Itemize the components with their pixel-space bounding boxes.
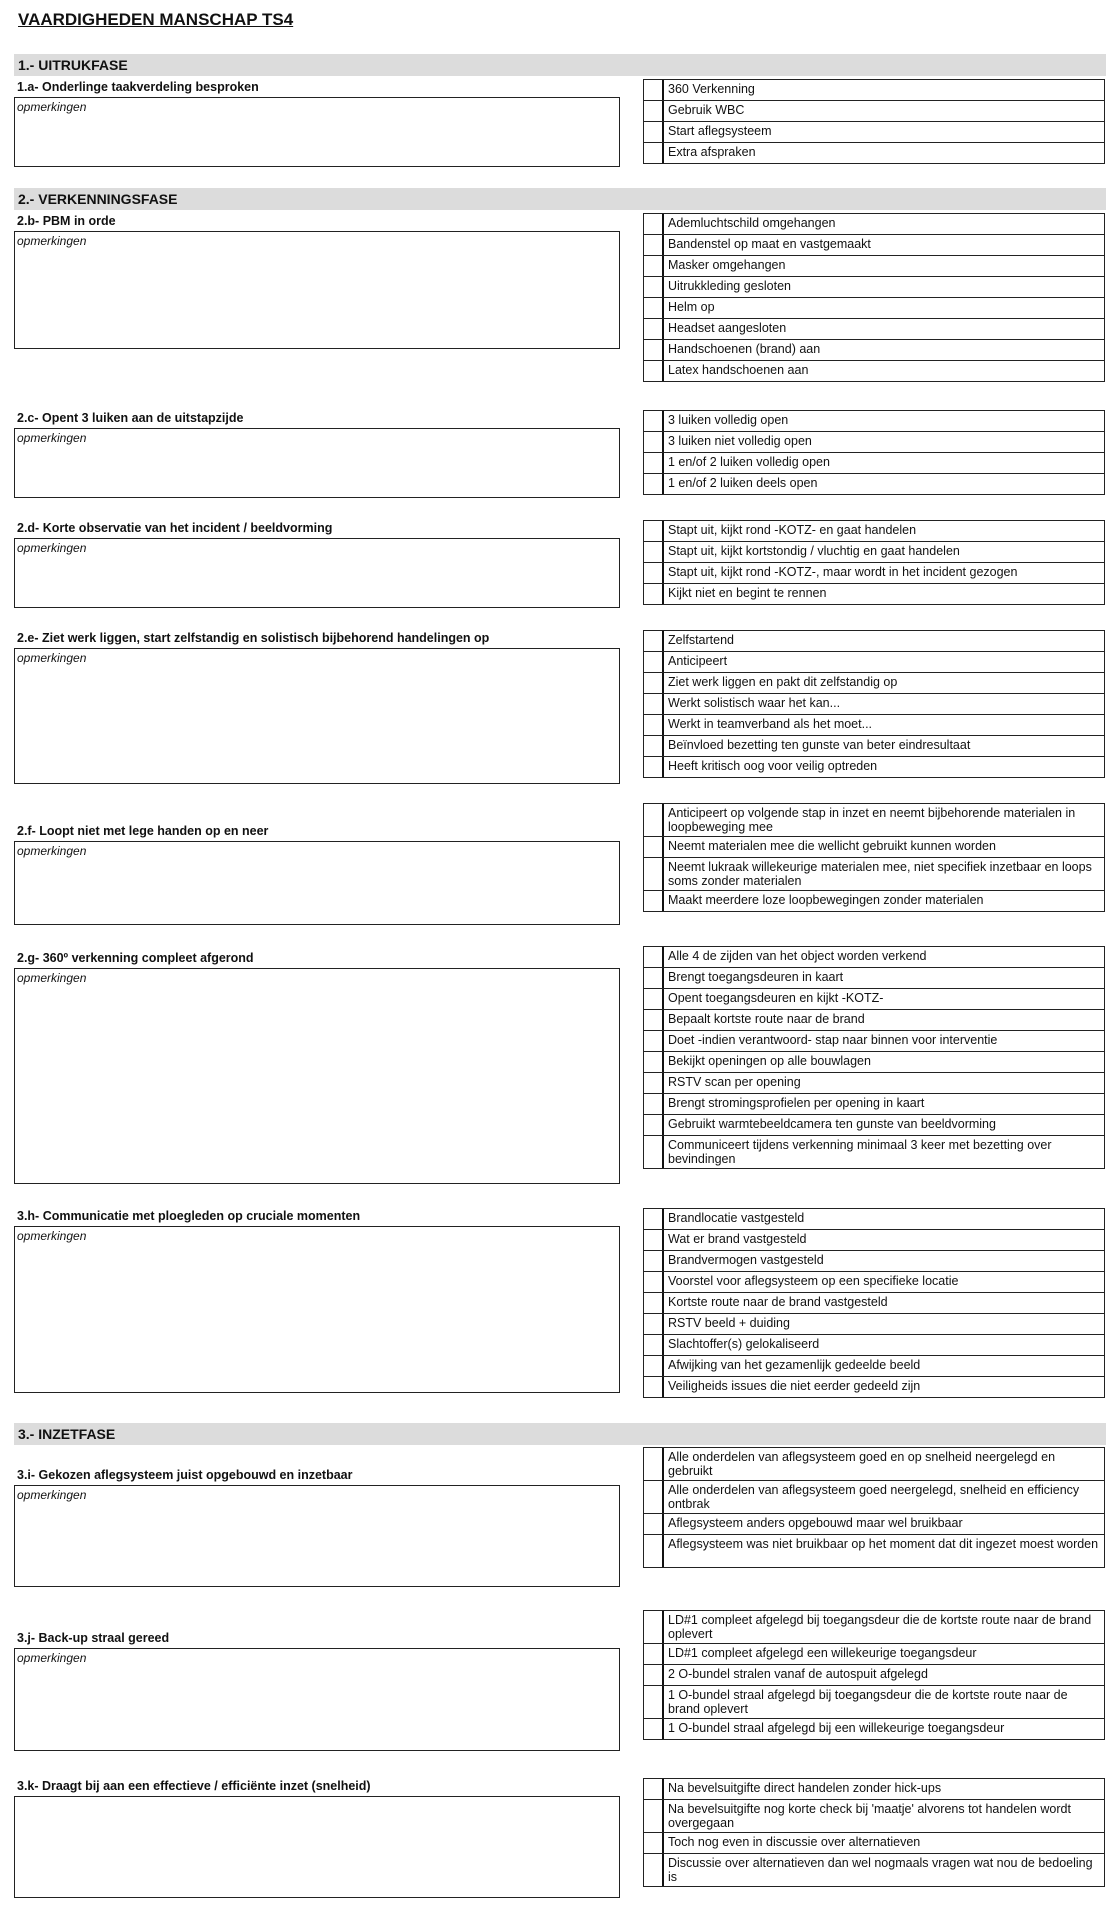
option-label: Slachtoffer(s) gelokaliseerd bbox=[668, 1337, 820, 1351]
option-checkbox[interactable] bbox=[644, 1115, 664, 1135]
remarks-box-2e[interactable] bbox=[14, 648, 620, 784]
option-checkbox[interactable] bbox=[644, 256, 664, 276]
option-row bbox=[643, 735, 1105, 757]
option-row bbox=[643, 79, 1105, 101]
option-label: Kortste route naar de brand vastgesteld bbox=[668, 1295, 888, 1309]
option-label: Brengt toegangsdeuren in kaart bbox=[668, 970, 844, 984]
option-checkbox[interactable] bbox=[644, 1719, 664, 1739]
option-label: Gebruik WBC bbox=[668, 103, 745, 117]
option-label: 2 O-bundel stralen vanaf de autospuit afgelegd bbox=[668, 1667, 928, 1681]
option-checkbox[interactable] bbox=[644, 319, 664, 339]
option-checkbox[interactable] bbox=[644, 1073, 664, 1093]
section-inzetfase: 3.- INZETFASE bbox=[14, 1423, 1106, 1445]
options-list-3k bbox=[643, 1778, 1105, 1887]
option-label: Brandvermogen vastgesteld bbox=[668, 1253, 824, 1267]
option-label: Werkt solistisch waar het kan... bbox=[668, 696, 841, 710]
option-label: 3 luiken niet volledig open bbox=[668, 434, 812, 448]
option-checkbox[interactable] bbox=[644, 1644, 664, 1664]
option-checkbox[interactable] bbox=[644, 757, 664, 777]
section-uitrukfase: 1.- UITRUKFASE bbox=[14, 54, 1106, 76]
option-checkbox[interactable] bbox=[644, 80, 664, 100]
option-checkbox[interactable] bbox=[644, 474, 664, 494]
option-checkbox[interactable] bbox=[644, 563, 664, 583]
option-checkbox[interactable] bbox=[644, 122, 664, 142]
option-row bbox=[643, 255, 1105, 277]
option-checkbox[interactable] bbox=[644, 715, 664, 735]
option-row bbox=[643, 630, 1105, 652]
option-row bbox=[643, 213, 1105, 235]
remarks-label: opmerkingen bbox=[17, 234, 87, 248]
option-checkbox[interactable] bbox=[644, 1031, 664, 1051]
option-checkbox[interactable] bbox=[644, 411, 664, 431]
option-checkbox[interactable] bbox=[644, 736, 664, 756]
option-checkbox[interactable] bbox=[644, 1230, 664, 1250]
option-checkbox[interactable] bbox=[644, 1251, 664, 1271]
question-title-2e: 2.e- Ziet werk liggen, start zelfstandig en solistisch bijbehorend handelingen op bbox=[17, 631, 490, 645]
option-checkbox[interactable] bbox=[644, 340, 664, 360]
option-label: Anticipeert op volgende stap in inzet en neemt bijbehorende materialen in loopbeweging mee bbox=[668, 806, 1076, 834]
option-label: Ademluchtschild omgehangen bbox=[668, 216, 836, 230]
option-row bbox=[643, 234, 1105, 256]
option-row bbox=[643, 1832, 1105, 1854]
option-checkbox[interactable] bbox=[644, 453, 664, 473]
option-checkbox[interactable] bbox=[644, 1136, 664, 1168]
option-label: Alle 4 de zijden van het object worden verkend bbox=[668, 949, 927, 963]
remarks-label: opmerkingen bbox=[17, 844, 87, 858]
option-row bbox=[643, 714, 1105, 736]
option-row bbox=[643, 1135, 1105, 1169]
options-list-2b bbox=[643, 213, 1105, 382]
option-checkbox[interactable] bbox=[644, 1833, 664, 1853]
option-label: Uitrukkleding gesloten bbox=[668, 279, 791, 293]
option-row bbox=[643, 672, 1105, 694]
option-checkbox[interactable] bbox=[644, 1779, 664, 1799]
option-checkbox[interactable] bbox=[644, 277, 664, 297]
option-row bbox=[643, 1718, 1105, 1740]
option-label: Brengt stromingsprofielen per opening in kaart bbox=[668, 1096, 925, 1110]
option-row bbox=[643, 1292, 1105, 1314]
option-checkbox[interactable] bbox=[644, 837, 664, 857]
option-row bbox=[643, 410, 1105, 432]
option-row bbox=[643, 431, 1105, 453]
option-label: Afwijking van het gezamenlijk gedeelde beeld bbox=[668, 1358, 921, 1372]
option-label: Communiceert tijdens verkenning minimaal 3 keer met bezetting over bevindingen bbox=[668, 1138, 1052, 1166]
remarks-box-2f[interactable] bbox=[14, 841, 620, 925]
option-label: Helm op bbox=[668, 300, 715, 314]
option-row bbox=[643, 1051, 1105, 1073]
question-title-3i: 3.i- Gekozen aflegsysteem juist opgebouwd en inzetbaar bbox=[17, 1468, 353, 1482]
question-title-3j: 3.j- Back-up straal gereed bbox=[17, 1631, 170, 1645]
option-checkbox[interactable] bbox=[644, 298, 664, 318]
option-label: Doet -indien verantwoord- stap naar binnen voor interventie bbox=[668, 1033, 998, 1047]
options-list-3i bbox=[643, 1447, 1105, 1568]
remarks-label: opmerkingen bbox=[17, 100, 87, 114]
option-checkbox[interactable] bbox=[644, 1377, 664, 1397]
option-label: Aflegsysteem anders opgebouwd maar wel bruikbaar bbox=[668, 1516, 963, 1530]
option-label: Stapt uit, kijkt kortstondig / vluchtig en gaat handelen bbox=[668, 544, 960, 558]
remarks-label: opmerkingen bbox=[17, 651, 87, 665]
remarks-label: opmerkingen bbox=[17, 1229, 87, 1243]
option-label: Ziet werk liggen en pakt dit zelfstandig op bbox=[668, 675, 898, 689]
option-row bbox=[643, 452, 1105, 474]
option-checkbox[interactable] bbox=[644, 521, 664, 541]
options-list-3h bbox=[643, 1208, 1105, 1398]
option-checkbox[interactable] bbox=[644, 101, 664, 121]
option-row bbox=[643, 1334, 1105, 1356]
option-checkbox[interactable] bbox=[644, 804, 664, 836]
option-checkbox[interactable] bbox=[644, 235, 664, 255]
option-label: 1 en/of 2 luiken deels open bbox=[668, 476, 818, 490]
option-row bbox=[643, 651, 1105, 673]
option-label: Brandlocatie vastgesteld bbox=[668, 1211, 805, 1225]
remarks-label: opmerkingen bbox=[17, 541, 87, 555]
option-checkbox[interactable] bbox=[644, 1335, 664, 1355]
question-title-2g: 2.g- 360º verkenning compleet afgerond bbox=[17, 951, 254, 965]
option-checkbox[interactable] bbox=[644, 1686, 664, 1718]
option-row bbox=[643, 857, 1105, 891]
remarks-box-1a[interactable] bbox=[14, 97, 620, 167]
question-title-3h: 3.h- Communicatie met ploegleden op cruciale momenten bbox=[17, 1209, 361, 1223]
option-row bbox=[643, 1685, 1105, 1719]
remarks-box-2g[interactable] bbox=[14, 968, 620, 1184]
option-label: Neemt lukraak willekeurige materialen mee, niet specifiek inzetbaar en loops soms zonder materialen bbox=[668, 860, 1092, 888]
option-checkbox[interactable] bbox=[644, 1010, 664, 1030]
option-checkbox[interactable] bbox=[644, 1448, 664, 1480]
option-label: RSTV scan per opening bbox=[668, 1075, 801, 1089]
remarks-label: opmerkingen bbox=[17, 971, 87, 985]
question-title-2c: 2.c- Opent 3 luiken aan de uitstapzijde bbox=[17, 411, 244, 425]
option-checkbox[interactable] bbox=[644, 968, 664, 988]
option-label: LD#1 compleet afgelegd een willekeurige toegangsdeur bbox=[668, 1646, 977, 1660]
option-label: Bekijkt openingen op alle bouwlagen bbox=[668, 1054, 871, 1068]
option-row bbox=[643, 1355, 1105, 1377]
option-label: Aflegsysteem was niet bruikbaar op het moment dat dit ingezet moest worden bbox=[668, 1537, 1099, 1551]
option-row bbox=[643, 1853, 1105, 1887]
option-row bbox=[643, 100, 1105, 122]
option-row bbox=[643, 1250, 1105, 1272]
option-checkbox[interactable] bbox=[644, 1665, 664, 1685]
option-row bbox=[643, 541, 1105, 563]
option-label: 1 en/of 2 luiken volledig open bbox=[668, 455, 830, 469]
option-label: Heeft kritisch oog voor veilig optreden bbox=[668, 759, 878, 773]
option-row bbox=[643, 836, 1105, 858]
option-label: 1 O-bundel straal afgelegd bij toegangsdeur die de kortste route naar de brand oplevert bbox=[668, 1688, 1068, 1716]
option-row bbox=[643, 360, 1105, 382]
page-title: VAARDIGHEDEN MANSCHAP TS4 bbox=[18, 10, 294, 29]
option-row bbox=[643, 693, 1105, 715]
option-label: Zelfstartend bbox=[668, 633, 735, 647]
option-row bbox=[643, 583, 1105, 605]
option-label: Opent toegangsdeuren en kijkt -KOTZ- bbox=[668, 991, 884, 1005]
option-checkbox[interactable] bbox=[644, 1854, 664, 1886]
question-title-2d: 2.d- Korte observatie van het incident / beeldvorming bbox=[17, 521, 333, 535]
option-checkbox[interactable] bbox=[644, 694, 664, 714]
option-checkbox[interactable] bbox=[644, 1272, 664, 1292]
option-row bbox=[643, 1030, 1105, 1052]
option-checkbox[interactable] bbox=[644, 432, 664, 452]
option-checkbox[interactable] bbox=[644, 542, 664, 562]
option-checkbox[interactable] bbox=[644, 214, 664, 234]
option-label: Discussie over alternatieven dan wel nogmaals vragen wat nou de bedoeling is bbox=[668, 1856, 1093, 1884]
option-label: LD#1 compleet afgelegd bij toegangsdeur die de kortste route naar de brand oplevert bbox=[668, 1613, 1092, 1641]
option-row bbox=[643, 890, 1105, 912]
options-list-2g bbox=[643, 946, 1105, 1169]
option-row bbox=[643, 946, 1105, 968]
option-row bbox=[643, 1664, 1105, 1686]
option-checkbox[interactable] bbox=[644, 143, 664, 163]
option-row bbox=[643, 1513, 1105, 1535]
options-list-2d bbox=[643, 520, 1105, 605]
option-label: Neemt materialen mee die wellicht gebruikt kunnen worden bbox=[668, 839, 996, 853]
option-label: Start aflegsysteem bbox=[668, 124, 772, 138]
option-row bbox=[643, 1447, 1105, 1481]
option-row bbox=[643, 1610, 1105, 1644]
option-row bbox=[643, 1534, 1105, 1568]
question-title-2b: 2.b- PBM in orde bbox=[17, 214, 116, 228]
option-label: Kijkt niet en begint te rennen bbox=[668, 586, 827, 600]
option-row bbox=[643, 756, 1105, 778]
option-checkbox[interactable] bbox=[644, 631, 664, 651]
options-list-2c bbox=[643, 410, 1105, 495]
option-label: Alle onderdelen van aflegsysteem goed en op snelheid neergelegd en gebruikt bbox=[668, 1450, 1056, 1478]
option-row bbox=[643, 520, 1105, 542]
remarks-box-3j[interactable] bbox=[14, 1648, 620, 1751]
option-label: Headset aangesloten bbox=[668, 321, 787, 335]
option-row bbox=[643, 1114, 1105, 1136]
option-checkbox[interactable] bbox=[644, 858, 664, 890]
option-label: Maakt meerdere loze loopbewegingen zonder materialen bbox=[668, 893, 984, 907]
option-checkbox[interactable] bbox=[644, 1800, 664, 1832]
option-row bbox=[643, 473, 1105, 495]
question-title-3k: 3.k- Draagt bij aan een effectieve / efficiënte inzet (snelheid) bbox=[17, 1779, 371, 1793]
remarks-box-3k[interactable] bbox=[14, 1796, 620, 1898]
option-checkbox[interactable] bbox=[644, 947, 664, 967]
option-checkbox[interactable] bbox=[644, 989, 664, 1009]
option-row bbox=[643, 988, 1105, 1010]
option-row bbox=[643, 1093, 1105, 1115]
option-checkbox[interactable] bbox=[644, 1293, 664, 1313]
option-row bbox=[643, 803, 1105, 837]
option-row bbox=[643, 1208, 1105, 1230]
option-row bbox=[643, 1072, 1105, 1094]
option-row bbox=[643, 1009, 1105, 1031]
option-checkbox[interactable] bbox=[644, 1535, 664, 1567]
option-label: Stapt uit, kijkt rond -KOTZ- en gaat handelen bbox=[668, 523, 917, 537]
option-row bbox=[643, 1480, 1105, 1514]
option-label: Toch nog even in discussie over alternatieven bbox=[668, 1835, 921, 1849]
question-title-2f: 2.f- Loopt niet met lege handen op en neer bbox=[17, 824, 269, 838]
option-row bbox=[643, 1799, 1105, 1833]
option-label: Latex handschoenen aan bbox=[668, 363, 809, 377]
option-checkbox[interactable] bbox=[644, 891, 664, 911]
option-row bbox=[643, 276, 1105, 298]
remarks-box-2c[interactable] bbox=[14, 428, 620, 498]
option-checkbox[interactable] bbox=[644, 673, 664, 693]
option-checkbox[interactable] bbox=[644, 1314, 664, 1334]
remarks-label: opmerkingen bbox=[17, 1488, 87, 1502]
option-row bbox=[643, 142, 1105, 164]
option-label: RSTV beeld + duiding bbox=[668, 1316, 790, 1330]
option-checkbox[interactable] bbox=[644, 652, 664, 672]
option-label: Wat er brand vastgesteld bbox=[668, 1232, 807, 1246]
option-row bbox=[643, 1313, 1105, 1335]
question-title-1a: 1.a- Onderlinge taakverdeling besproken bbox=[17, 80, 259, 94]
option-checkbox[interactable] bbox=[644, 1611, 664, 1643]
option-label: Bandenstel op maat en vastgemaakt bbox=[668, 237, 871, 251]
option-row bbox=[643, 121, 1105, 143]
option-row bbox=[643, 1271, 1105, 1293]
option-row bbox=[643, 1376, 1105, 1398]
option-row bbox=[643, 1229, 1105, 1251]
option-label: Voorstel voor aflegsysteem op een specifieke locatie bbox=[668, 1274, 959, 1288]
option-checkbox[interactable] bbox=[644, 1356, 664, 1376]
option-label: Na bevelsuitgifte direct handelen zonder hick-ups bbox=[668, 1781, 942, 1795]
option-label: Beïnvloed bezetting ten gunste van beter eindresultaat bbox=[668, 738, 971, 752]
options-list-2e bbox=[643, 630, 1105, 778]
options-list-3j bbox=[643, 1610, 1105, 1740]
option-label: Stapt uit, kijkt rond -KOTZ-, maar wordt in het incident gezogen bbox=[668, 565, 1018, 579]
option-checkbox[interactable] bbox=[644, 1052, 664, 1072]
option-label: 3 luiken volledig open bbox=[668, 413, 789, 427]
remarks-box-2b[interactable] bbox=[14, 231, 620, 349]
options-list-2f bbox=[643, 803, 1105, 912]
option-row bbox=[643, 1778, 1105, 1800]
option-label: Alle onderdelen van aflegsysteem goed neergelegd, snelheid en efficiency ontbrak bbox=[668, 1483, 1080, 1511]
option-row bbox=[643, 339, 1105, 361]
option-label: Na bevelsuitgifte nog korte check bij 'maatje' alvorens tot handelen wordt overgegaan bbox=[668, 1802, 1071, 1830]
option-label: 360 Verkenning bbox=[668, 82, 755, 96]
option-label: Bepaalt kortste route naar de brand bbox=[668, 1012, 865, 1026]
option-row bbox=[643, 297, 1105, 319]
option-label: Masker omgehangen bbox=[668, 258, 786, 272]
remarks-box-3h[interactable] bbox=[14, 1226, 620, 1393]
option-checkbox[interactable] bbox=[644, 1481, 664, 1513]
remarks-label: opmerkingen bbox=[17, 431, 87, 445]
remarks-box-3i[interactable] bbox=[14, 1485, 620, 1587]
remarks-box-2d[interactable] bbox=[14, 538, 620, 608]
option-row bbox=[643, 562, 1105, 584]
option-checkbox[interactable] bbox=[644, 584, 664, 604]
option-label: Handschoenen (brand) aan bbox=[668, 342, 821, 356]
option-checkbox[interactable] bbox=[644, 1514, 664, 1534]
option-label: Extra afspraken bbox=[668, 145, 756, 159]
option-label: Veiligheids issues die niet eerder gedeeld zijn bbox=[668, 1379, 921, 1393]
option-row bbox=[643, 967, 1105, 989]
remarks-label: opmerkingen bbox=[17, 1651, 87, 1665]
option-checkbox[interactable] bbox=[644, 1094, 664, 1114]
option-row bbox=[643, 318, 1105, 340]
section-verkenningsfase: 2.- VERKENNINGSFASE bbox=[14, 188, 1106, 210]
option-row bbox=[643, 1643, 1105, 1665]
option-label: Werkt in teamverband als het moet... bbox=[668, 717, 873, 731]
option-label: Gebruikt warmtebeeldcamera ten gunste van beeldvorming bbox=[668, 1117, 996, 1131]
options-list-1a bbox=[643, 79, 1105, 164]
option-checkbox[interactable] bbox=[644, 361, 664, 381]
option-label: 1 O-bundel straal afgelegd bij een willekeurige toegangsdeur bbox=[668, 1721, 1005, 1735]
option-label: Anticipeert bbox=[668, 654, 728, 668]
option-checkbox[interactable] bbox=[644, 1209, 664, 1229]
